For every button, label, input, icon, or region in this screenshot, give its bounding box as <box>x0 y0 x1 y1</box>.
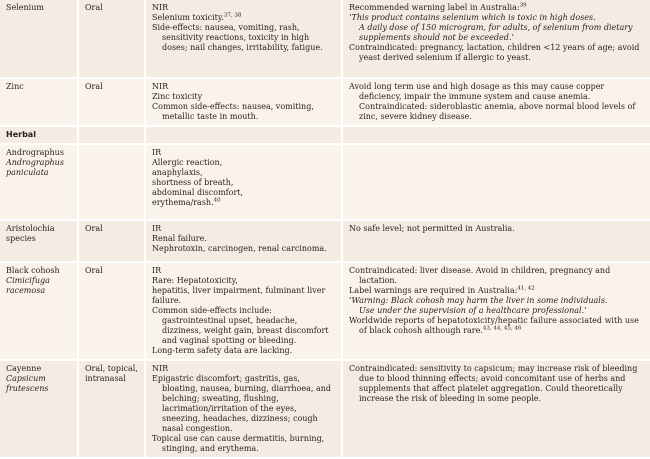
section-label-cell <box>0 126 78 144</box>
effect-line: shortness of breath, <box>152 178 234 187</box>
contraindication-text: Contraindicated: liver disease. Avoid in children, pregnancy and lactation. <box>349 266 611 285</box>
notes-cell <box>342 78 650 126</box>
warning-quote-cont: Use under the supervision of a healthcare professional.’ <box>359 306 587 315</box>
latin-name-cont: frutescens <box>6 384 49 393</box>
side-effects-text: Common side-effects: nausea, vomiting, metallic taste in mouth. <box>152 102 314 121</box>
effects-cell <box>145 220 342 262</box>
warning-label-line: Recommended warning label in Australia:$^{39}$ <box>349 2 527 12</box>
route-text: Oral <box>85 224 103 233</box>
worldwide-reports-text: Worldwide reports of hepatotoxicity/hepatic failure associated with use of black cohosh although rare.$^{43, 44, 45, 46}$ <box>349 316 639 335</box>
name-cell <box>0 144 78 220</box>
effect-line: anaphylaxis, <box>152 168 203 177</box>
effects-cell <box>145 78 342 126</box>
side-effects-text: Epigastric discomfort; gastritis, gas, bloating, nausea, burning, diarrhoea, and belching; sweating, flushing, lacrimation/irritation of the eyes, sneezing, headaches, dizziness; cough nasal congestion. <box>152 374 332 433</box>
risk-code: IR <box>152 224 162 233</box>
contraindication-text: Contraindicated: sensitivity to capsicum; may increase risk of bleeding due to blood thinning effects; avoid concomitant use of herbs and supplements that affect platelet aggregation. Could theoretically increase the risk of bleeding in some people. <box>349 364 638 403</box>
route-cell <box>78 144 145 220</box>
notes-cell <box>342 0 650 78</box>
route-text: Oral <box>85 266 103 275</box>
notes-cell <box>342 360 650 458</box>
ref-superscript: 37, 38 <box>223 12 242 19</box>
substance-name: Andrographus <box>6 148 64 157</box>
table-row-selenium <box>0 0 650 78</box>
toxicity-line: Selenium toxicity.$^{37, 38}$ <box>152 12 242 22</box>
latin-name: Andrographus <box>6 158 64 167</box>
label-warning-line: Label warnings are required in Australia:$^{41, 42}$ <box>349 285 535 295</box>
safety-note: Long-term safety data are lacking. <box>152 346 293 355</box>
route-text: Oral <box>85 3 103 12</box>
substance-name: Black cohosh <box>6 266 60 275</box>
name-cell <box>0 262 78 360</box>
table-row-zinc <box>0 78 650 126</box>
substance-name: Cayenne <box>6 364 42 373</box>
warning-quote: ‘This product contains selenium which is toxic in high doses. <box>349 13 596 22</box>
notes-cell <box>342 220 650 262</box>
warning-quote: ‘Warning: Black cohosh may harm the liver in some individuals. <box>349 296 608 305</box>
topical-effects-text: Topical use can cause dermatitis, burning, stinging, and erythema. <box>152 434 325 453</box>
route-text: Oral <box>85 82 103 91</box>
section-heading: Herbal <box>6 130 36 139</box>
route-cell <box>78 262 145 360</box>
risk-code: IR <box>152 266 162 275</box>
ref-superscript: 39 <box>519 2 527 9</box>
substance-name: Selenium <box>6 3 44 12</box>
warning-quote-cont: A daily dose of 150 microgram, for adults, of selenium from dietary supplements should not be exceeded.’ <box>359 23 633 42</box>
name-cell <box>0 220 78 262</box>
effect-line: Rare: Hepatotoxicity, <box>152 276 238 285</box>
route-cell <box>78 360 145 458</box>
table-row-aristolochia <box>0 220 650 262</box>
name-cell <box>0 78 78 126</box>
notes-cell <box>342 262 650 360</box>
name-cell <box>0 0 78 78</box>
effect-line: Allergic reaction, <box>152 158 223 167</box>
ref-superscript: 43, 44, 45, 46 <box>482 325 522 332</box>
route-text: Oral, topical, intranasal <box>85 364 138 383</box>
risk-code: IR <box>152 148 162 157</box>
effect-line: erythema/rash.$^{40}$ <box>152 197 221 207</box>
latin-name-cont: racemosa <box>6 286 46 295</box>
toxicity-line: Zinc toxicity <box>152 92 203 101</box>
caution-text: Avoid long term use and high dosage as this may cause copper deficiency, impair the immune system and cause anemia. Contraindicated: sideroblastic anemia, above normal blood levels of zinc, severe kidney disease. <box>349 82 636 121</box>
effect-line: hepatitis, liver impairment, fulminant liver failure. <box>152 286 326 305</box>
risk-code: NIR <box>152 82 169 91</box>
substance-name: Zinc <box>6 82 24 91</box>
route-cell <box>78 0 145 78</box>
side-effects-text: Common side-effects include: gastrointestinal upset, headache, dizziness, weight gain, breast discomfort and vaginal spotting or bleeding. <box>152 306 329 345</box>
effects-cell <box>145 0 342 78</box>
substance-name: Aristolochia species <box>6 224 55 243</box>
route-cell <box>78 220 145 262</box>
effect-line: Nephrotoxin, carcinogen, renal carcinoma. <box>152 244 327 253</box>
name-cell <box>0 360 78 458</box>
side-effects-text: Side-effects: nausea, vomiting, rash, sensitivity reactions, toxicity in high doses; nail changes, irritability, fatigue. <box>152 23 323 52</box>
section-row-herbal <box>0 126 650 144</box>
ref-superscript: 40 <box>213 197 221 204</box>
effects-cell <box>145 360 342 458</box>
risk-code: NIR <box>152 3 169 12</box>
latin-name: Cimicifuga <box>6 276 50 285</box>
effect-line: abdominal discomfort, <box>152 188 244 197</box>
caution-text: No safe level; not permitted in Australia. <box>349 224 515 233</box>
effect-line: Renal failure. <box>152 234 207 243</box>
table-row-cayenne <box>0 360 650 458</box>
route-cell <box>78 78 145 126</box>
effects-cell <box>145 144 342 220</box>
table-row-black-cohosh <box>0 262 650 360</box>
contraindication-text: Contraindicated: pregnancy, lactation, children <12 years of age; avoid yeast derived selenium if allergic to yeast. <box>349 43 640 62</box>
risk-code: NIR <box>152 364 169 373</box>
table-row-andrographus <box>0 144 650 220</box>
ref-superscript: 41, 42 <box>517 285 535 292</box>
latin-name-cont: paniculata <box>6 168 49 177</box>
latin-name: Capsicum <box>6 374 46 383</box>
notes-cell <box>342 144 650 220</box>
effects-cell <box>145 262 342 360</box>
